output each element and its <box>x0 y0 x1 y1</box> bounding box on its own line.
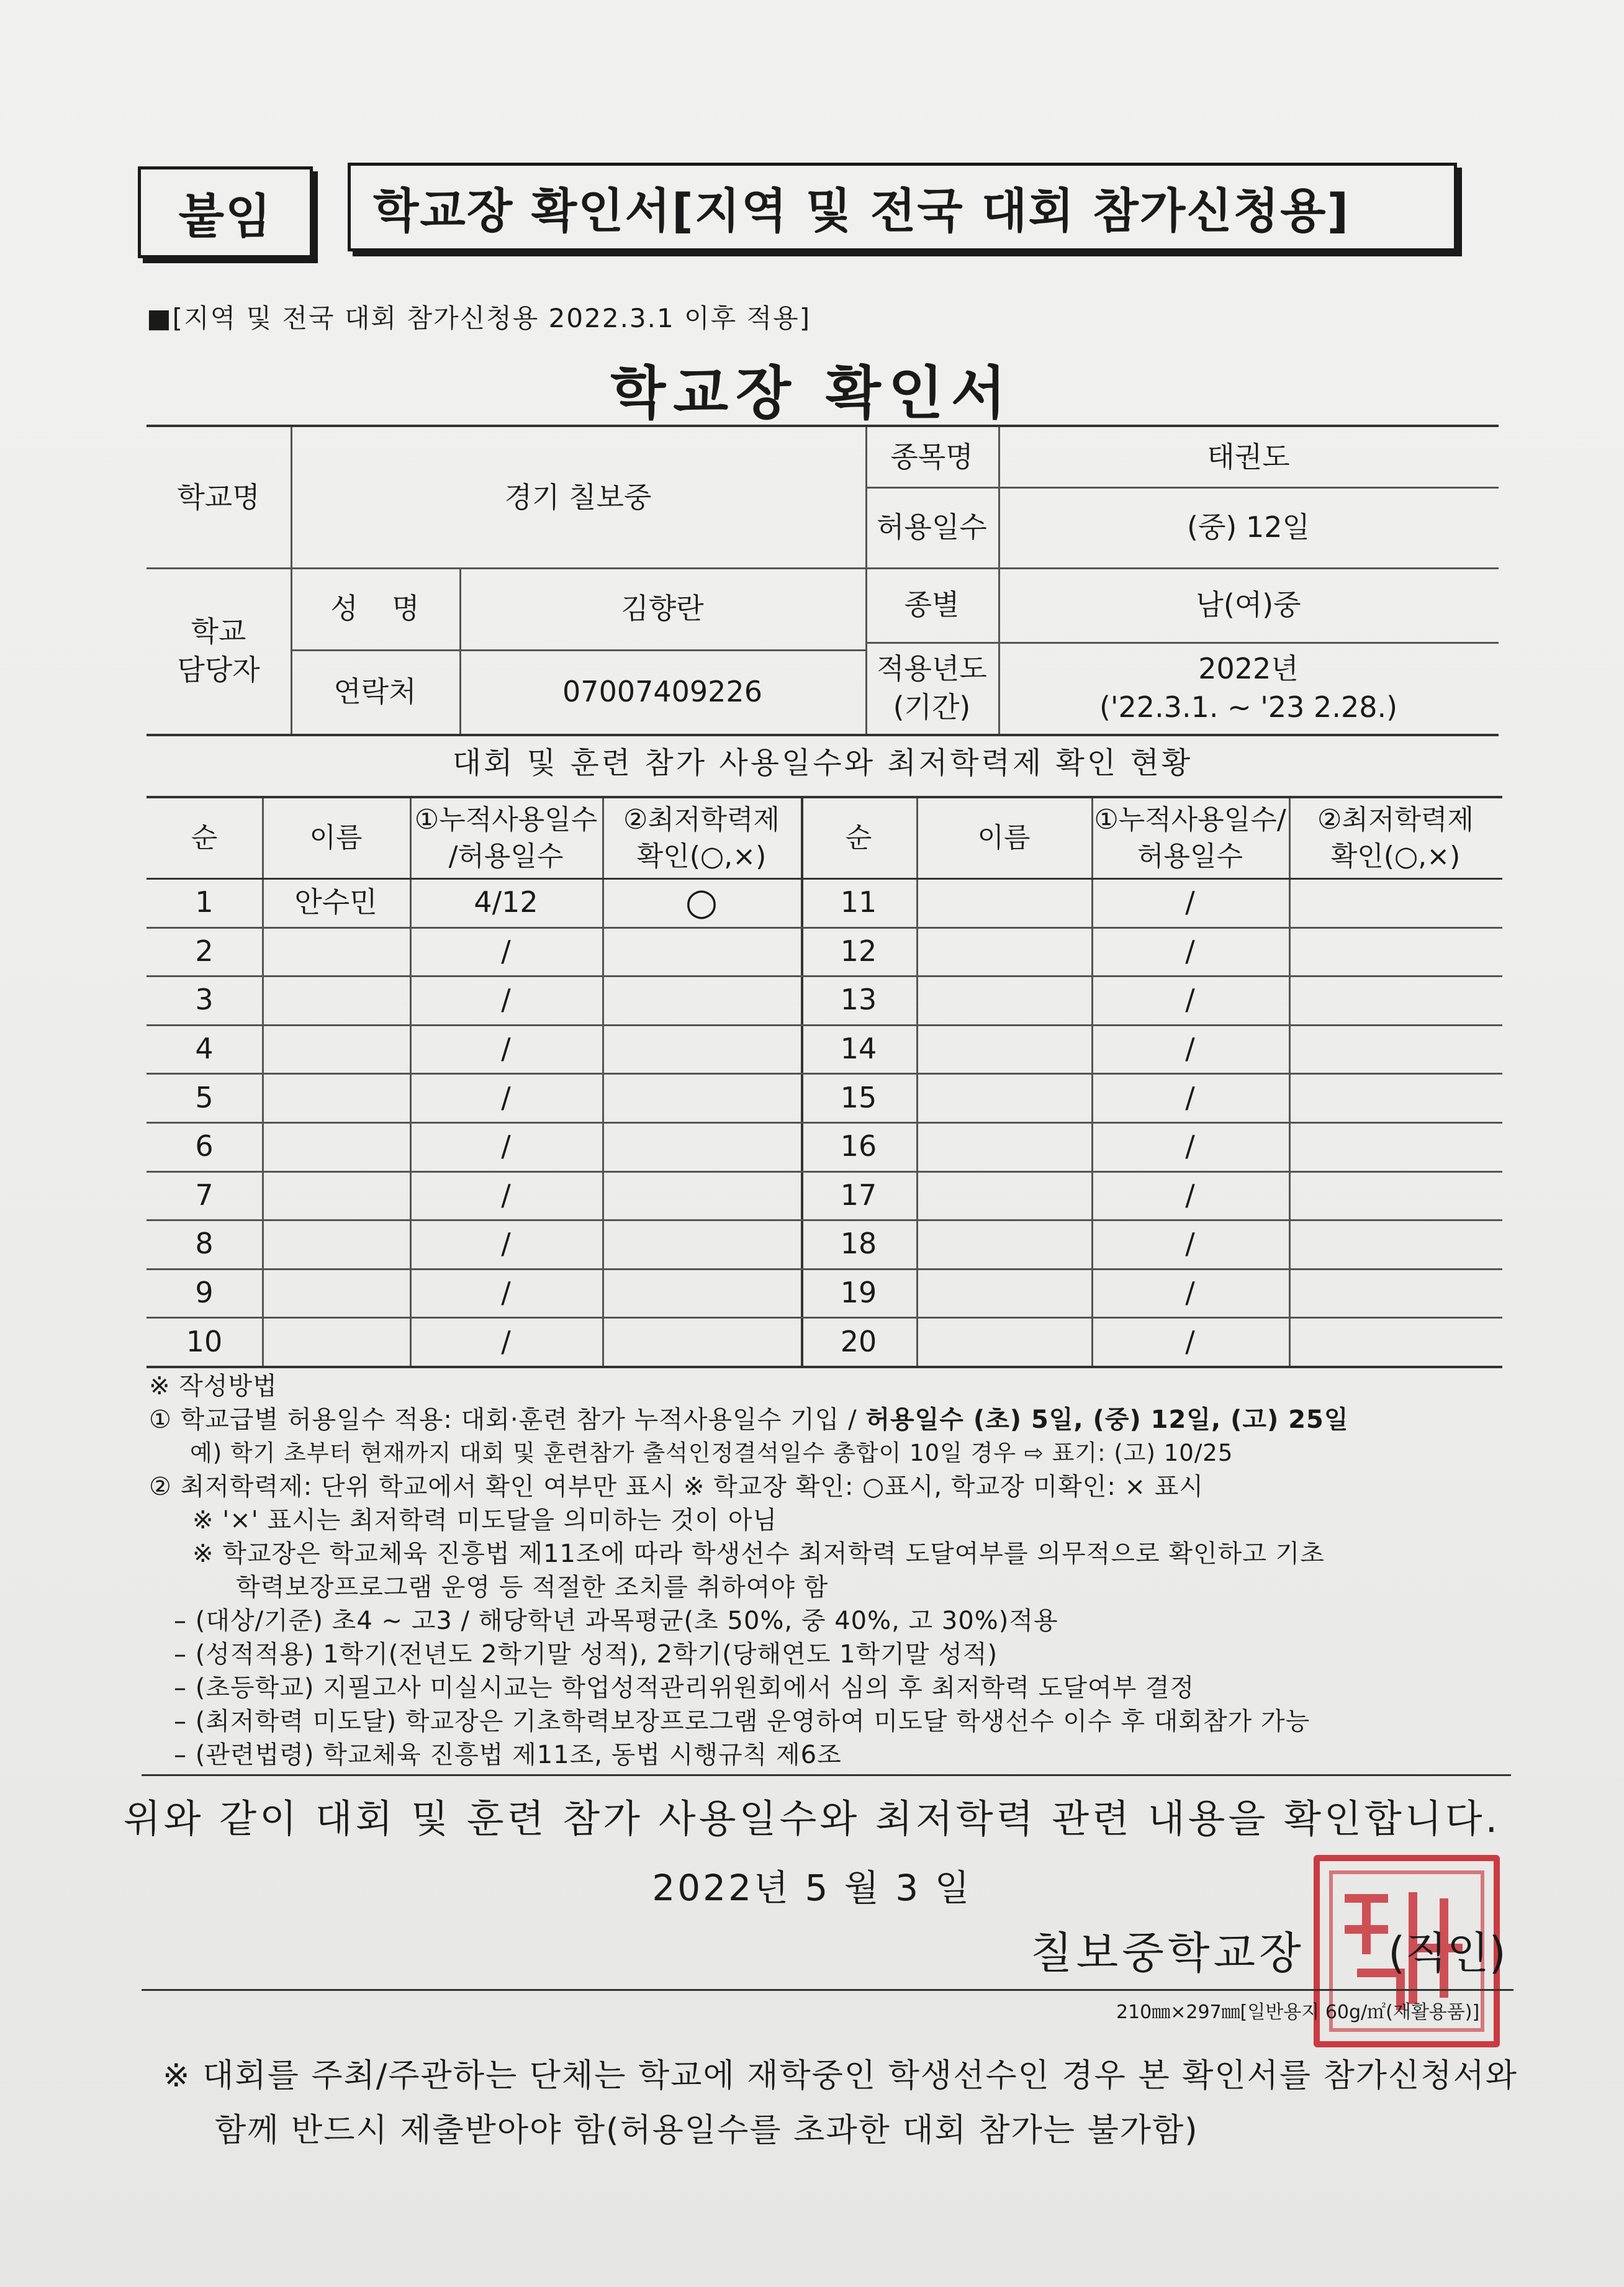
sport-value: 태권도 <box>1207 440 1290 474</box>
academic-check-cell <box>602 1268 801 1317</box>
seq-cell: 3 <box>195 983 214 1017</box>
submission-notice-line2: 함께 반드시 제출받아야 함(허용일수를 초과한 대회 참가는 불가함) <box>215 2112 1199 2149</box>
name-cell <box>262 1122 410 1171</box>
academic-check-cell <box>602 927 801 976</box>
contact-value: 07007409226 <box>562 674 762 708</box>
days-cell: / <box>501 934 511 968</box>
school-name-value: 경기 칠보중 <box>504 480 652 514</box>
seq-cell: 13 <box>840 983 877 1017</box>
column-header: ①누적사용일수 /허용일수 <box>414 803 598 872</box>
academic-check-cell <box>1289 1171 1502 1220</box>
manager-label: 학교 담당자 <box>177 614 260 687</box>
info-table <box>147 425 1499 736</box>
days-cell: / <box>501 1178 511 1212</box>
column-header: ①누적사용일수/ 허용일수 <box>1094 803 1286 872</box>
allowed-days-value: (중) 12일 <box>1187 510 1310 544</box>
note-target: – (대상/기준) 초4 ~ 고3 / 해당학년 과목평균(초 50%, 중 40%, 고 30%)적용 <box>174 1607 1058 1635</box>
seal-label: (직인) <box>1388 1928 1506 1978</box>
days-cell: / <box>1185 934 1195 968</box>
seq-cell: 17 <box>840 1178 877 1212</box>
seq-cell: 9 <box>195 1276 214 1310</box>
school-name-label: 학교명 <box>177 480 260 514</box>
seq-cell: 2 <box>195 934 214 968</box>
divider <box>142 1774 1511 1776</box>
academic-check-cell <box>1289 975 1502 1024</box>
column-header: 이름 <box>309 822 363 854</box>
seq-cell: 8 <box>195 1227 214 1261</box>
name-cell <box>262 975 410 1024</box>
days-cell: / <box>1185 1080 1195 1114</box>
days-cell: / <box>501 1227 511 1261</box>
submission-notice-line1: ※ 대회를 주최/주관하는 단체는 학교에 재학중인 학생선수인 경우 본 확인서를 참가신청서와 <box>163 2057 1518 2095</box>
days-cell: / <box>1185 1324 1195 1358</box>
name-cell <box>916 1317 1091 1366</box>
applicability-note: ■[지역 및 전국 대회 참가신청용 2022.3.1 이후 적용] <box>147 303 811 333</box>
period-value: 2022년 ('22.3.1. ~ '23 2.28.) <box>1099 651 1398 724</box>
column-header: ②최저학력제 확인(○,×) <box>623 803 780 872</box>
seq-cell: 19 <box>840 1276 877 1310</box>
status-section-title: 대회 및 훈련 참가 사용일수와 최저학력제 확인 현황 <box>452 746 1193 780</box>
academic-check-cell <box>1289 1122 1502 1171</box>
days-cell: / <box>1185 1227 1195 1261</box>
academic-check-cell <box>1289 878 1502 927</box>
days-cell: / <box>1185 1276 1195 1310</box>
seq-cell: 11 <box>840 885 877 919</box>
seq-cell: 16 <box>840 1129 877 1163</box>
academic-check-cell <box>602 1219 801 1268</box>
academic-check-cell <box>1289 1219 1502 1268</box>
issue-date: 2022년 5 월 3 일 <box>652 1867 972 1909</box>
academic-check-cell: ○ <box>685 880 718 924</box>
note-min-academic: ② 최저학력제: 단위 학교에서 확인 여부만 표시 ※ 학교장 확인: ○표시, 학교장 미확인: × 표시 <box>149 1473 1204 1501</box>
days-cell: 4/12 <box>474 885 538 919</box>
name-cell <box>916 1219 1091 1268</box>
note-example: 예) 학기 초부터 현재까지 대회 및 훈련참가 출석인정결석일수 총합이 10일 경우 ⇨ 표기: (고) 10/25 <box>190 1440 1234 1466</box>
days-cell: / <box>1185 1178 1195 1212</box>
seq-cell: 4 <box>195 1032 214 1066</box>
academic-check-cell <box>1289 1268 1502 1317</box>
academic-check-cell <box>1289 1024 1502 1073</box>
name-cell <box>262 1317 410 1366</box>
column-header: ②최저학력제 확인(○,×) <box>1317 803 1474 872</box>
paper-spec: 210㎜×297㎜[일반용지 60g/㎡(재활용품)] <box>1116 2001 1480 2023</box>
name-cell <box>916 975 1091 1024</box>
column-header: 순 <box>191 822 218 854</box>
confirmation-statement: 위와 같이 대회 및 훈련 참가 사용일수와 최저학력 관련 내용을 확인합니다. <box>123 1796 1501 1841</box>
note-allowed-days: ① 학교급별 허용일수 적용: 대회·훈련 참가 누적사용일수 기입 / 허용일수 (초) 5일, (중) 12일, (고) 25일 <box>149 1405 1349 1434</box>
name-cell <box>262 1219 410 1268</box>
academic-check-cell <box>602 1073 801 1122</box>
name-cell <box>916 1268 1091 1317</box>
name-cell <box>916 1073 1091 1122</box>
manager-name-value: 김향란 <box>621 591 704 625</box>
name-cell <box>262 1268 410 1317</box>
contact-label: 연락처 <box>333 674 417 708</box>
academic-check-cell <box>602 1317 801 1366</box>
name-cell: 안수민 <box>294 885 377 919</box>
academic-check-cell <box>1289 1073 1502 1122</box>
attachment-tag-label: 붙임 <box>178 188 273 244</box>
column-header: 순 <box>845 822 872 854</box>
seq-cell: 6 <box>195 1129 214 1163</box>
instructions <box>149 1369 1509 1772</box>
days-cell: / <box>501 983 511 1017</box>
days-cell: / <box>501 1129 511 1163</box>
name-cell <box>916 1171 1091 1220</box>
days-cell: / <box>1185 1032 1195 1066</box>
days-cell: / <box>501 1032 511 1066</box>
divider <box>142 1989 1513 1991</box>
attachment-tag <box>138 166 313 258</box>
header-title: 학교장 확인서[지역 및 전국 대회 참가신청용] <box>373 183 1350 238</box>
note-x-meaning: ※ '×' 표시는 최저학력 미도달을 의미하는 것이 아님 <box>192 1506 778 1535</box>
seq-cell: 1 <box>195 885 214 919</box>
period-label: 적용년도 (기간) <box>877 651 987 724</box>
manager-name-label: 성 명 <box>330 591 420 625</box>
note-principal-duty: ※ 학교장은 학교체육 진흥법 제11조에 따라 학생선수 최저학력 도달여부를 의무적으로 확인하고 기초 <box>192 1540 1325 1568</box>
note-elementary: – (초등학교) 지필고사 미실시교는 학업성적관리위원회에서 심의 후 최저학력 도달여부 결정 <box>174 1674 1195 1702</box>
academic-check-cell <box>602 1122 801 1171</box>
name-cell <box>262 1024 410 1073</box>
name-cell <box>262 1073 410 1122</box>
allowed-days-label: 허용일수 <box>877 510 987 544</box>
seq-cell: 18 <box>840 1227 877 1261</box>
seq-cell: 20 <box>840 1324 877 1358</box>
academic-check-cell <box>1289 927 1502 976</box>
seq-cell: 15 <box>840 1080 877 1114</box>
name-cell <box>916 927 1091 976</box>
days-cell: / <box>501 1080 511 1114</box>
academic-check-cell <box>602 1171 801 1220</box>
document-title: 학교장 확인서 <box>610 360 1014 426</box>
note-grades: – (성적적용) 1학기(전년도 2학기말 성적), 2학기(당해연도 1학기말 성적) <box>174 1640 998 1669</box>
column-header: 이름 <box>977 822 1031 854</box>
seq-cell: 10 <box>186 1324 223 1358</box>
note-not-met: – (최저학력 미도달) 학교장은 기초학력보장프로그램 운영하여 미도달 학생선수 이수 후 대회참가 가능 <box>174 1707 1310 1736</box>
name-cell <box>916 1122 1091 1171</box>
sport-label: 종목명 <box>890 440 973 474</box>
submission-notice <box>163 2049 1528 2158</box>
seq-cell: 5 <box>195 1080 214 1114</box>
gender-label: 종별 <box>904 587 960 621</box>
days-cell: / <box>1185 885 1195 919</box>
days-cell: / <box>501 1276 511 1310</box>
seq-cell: 14 <box>840 1032 877 1066</box>
name-cell <box>262 1171 410 1220</box>
days-cell: / <box>1185 1129 1195 1163</box>
instructions-heading: ※ 작성방법 <box>149 1372 277 1401</box>
note-law: – (관련법령) 학교체육 진흥법 제11조, 동법 시행규칙 제6조 <box>174 1741 842 1769</box>
name-cell <box>916 878 1091 927</box>
days-cell: / <box>1185 983 1195 1017</box>
academic-check-cell <box>602 975 801 1024</box>
gender-value: 남(여)중 <box>1196 587 1301 621</box>
academic-check-cell <box>1289 1317 1502 1366</box>
header-title-box <box>348 163 1457 251</box>
academic-check-cell <box>602 1024 801 1073</box>
seq-cell: 7 <box>195 1178 214 1212</box>
seq-cell: 12 <box>840 934 877 968</box>
participation-table <box>147 796 1502 1368</box>
name-cell <box>262 927 410 976</box>
days-cell: / <box>501 1324 511 1358</box>
name-cell <box>916 1024 1091 1073</box>
note-principal-duty-cont: 학력보장프로그램 운영 등 적절한 조치를 취하여야 함 <box>236 1573 829 1602</box>
principal-signature: 칠보중학교장 <box>1031 1928 1305 1978</box>
